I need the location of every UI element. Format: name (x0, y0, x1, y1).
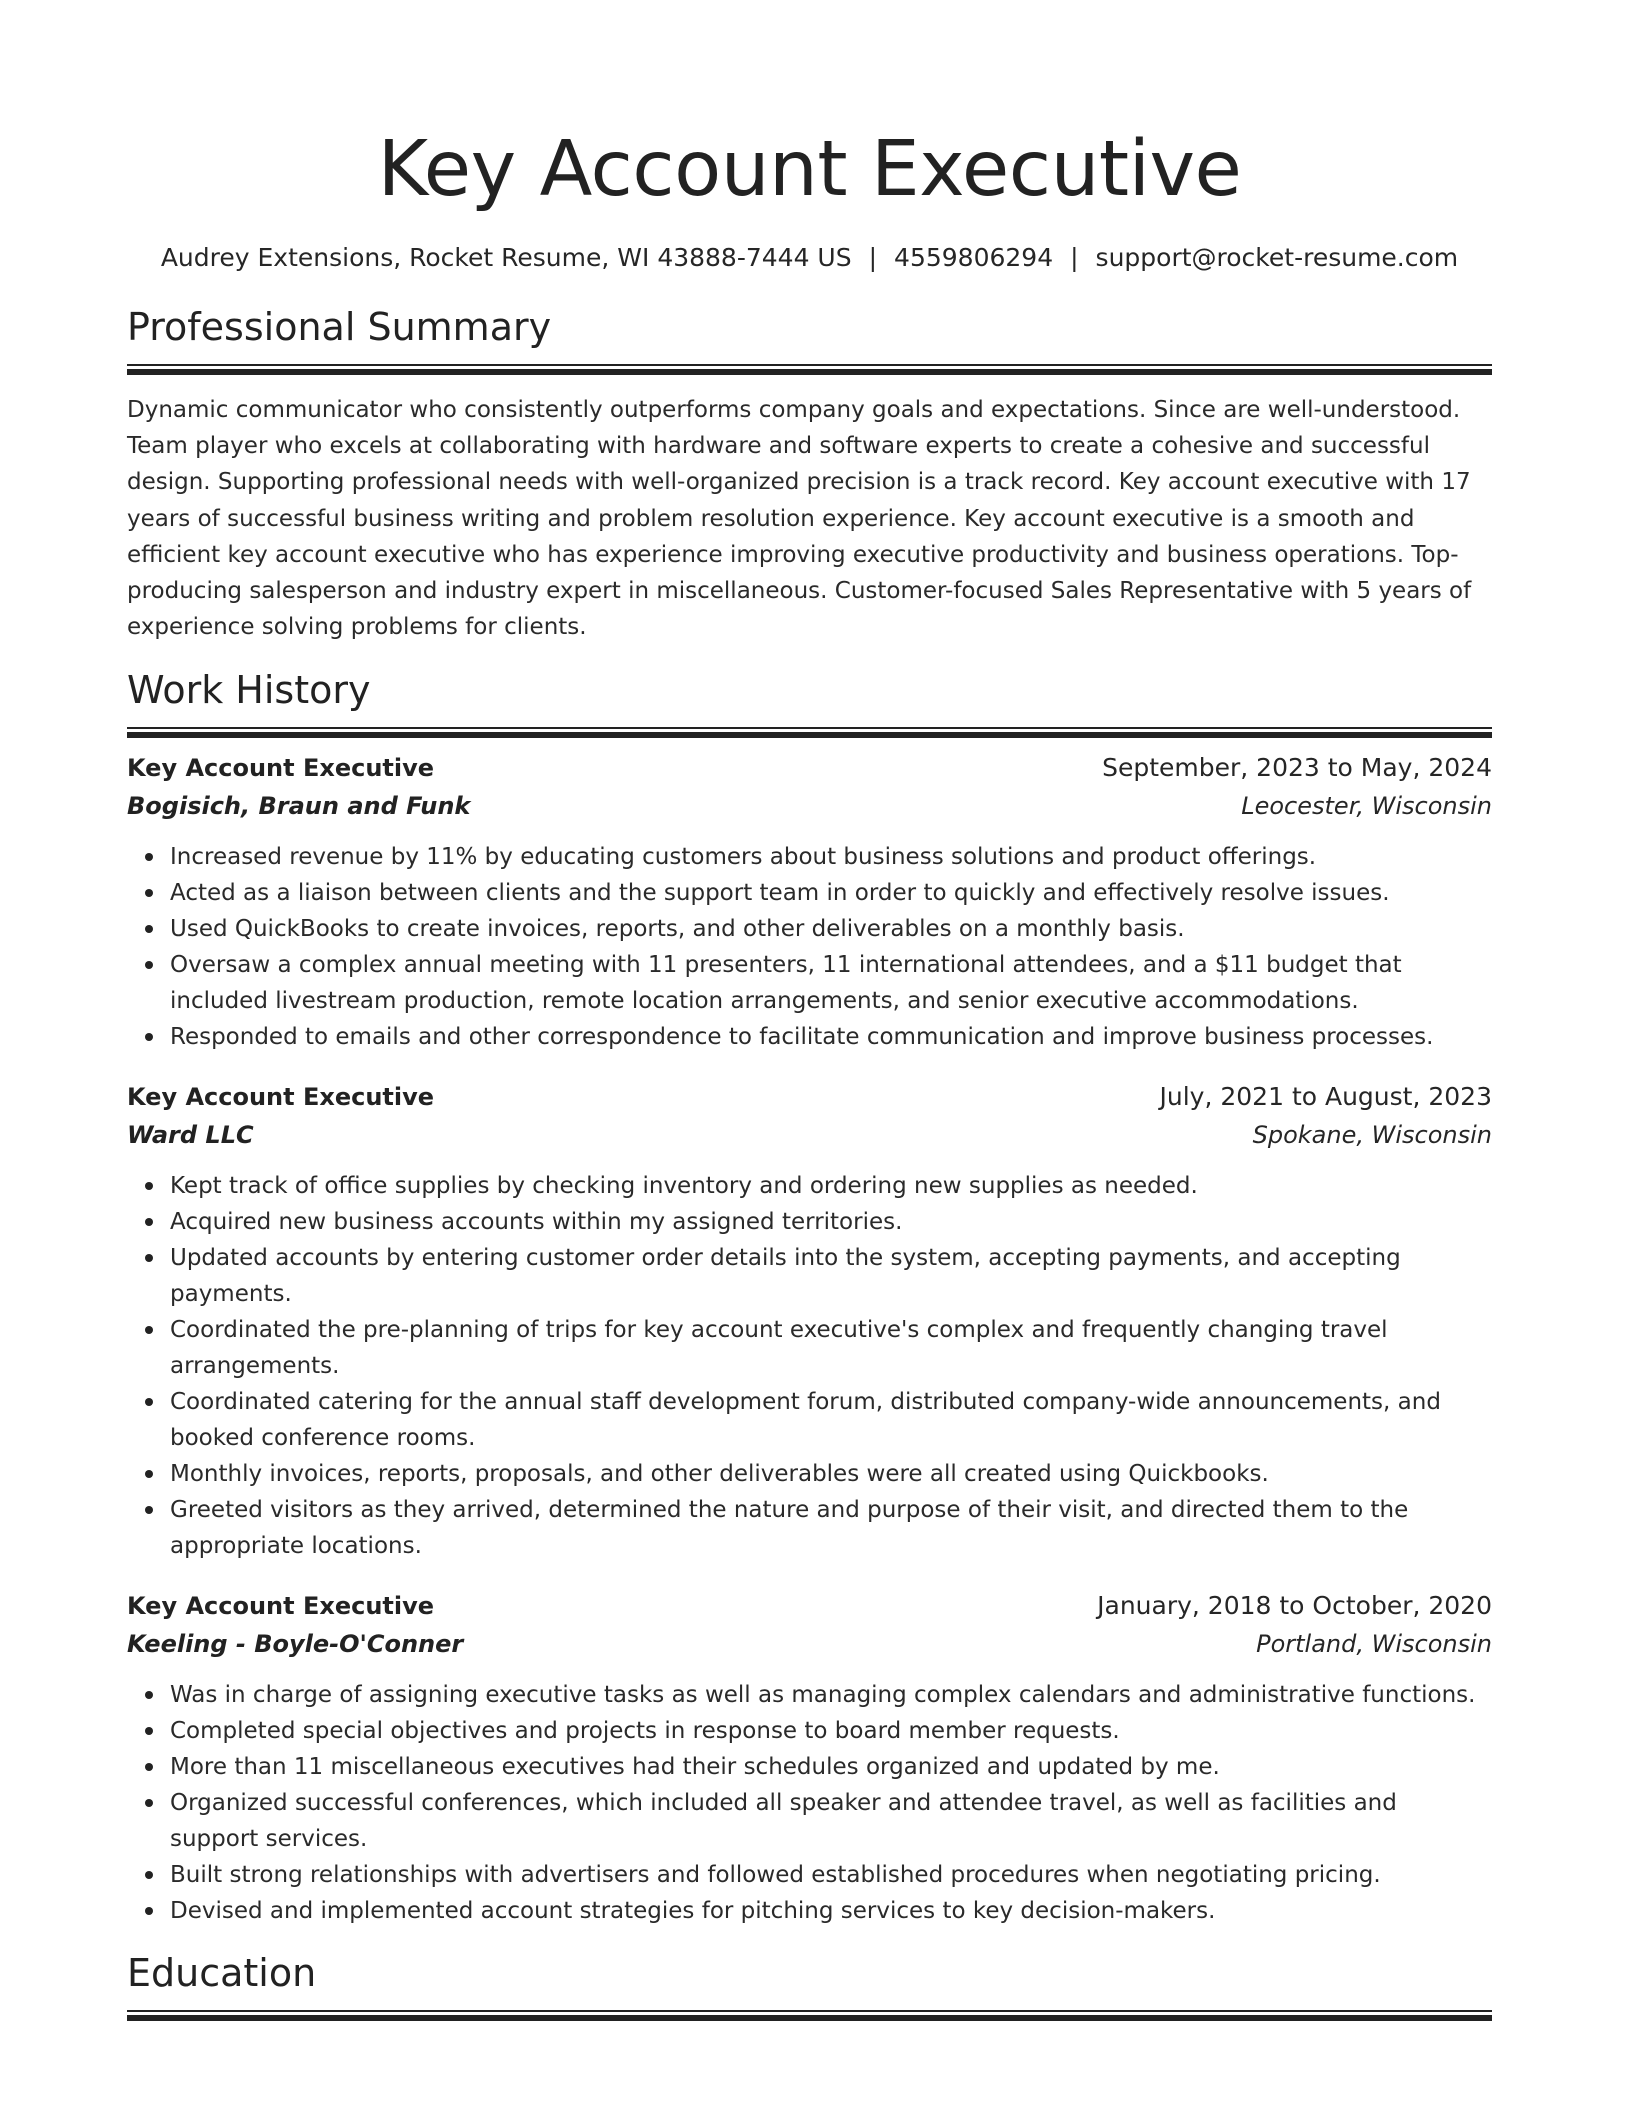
job-title: Key Account Executive (127, 1083, 435, 1112)
job-company: Ward LLC (127, 1121, 254, 1150)
job-entry (127, 1078, 1492, 1564)
contact-email: support@rocket-resume.com (1095, 243, 1459, 272)
contact-address: Audrey Extensions, Rocket Resume, WI 43888-7444 US (160, 243, 852, 272)
job-dates: January, 2018 to October, 2020 (1097, 1591, 1492, 1621)
job-title: Key Account Executive (127, 1592, 435, 1621)
job-bullet: More than 11 miscellaneous executives had their schedules organized and updated by me. (170, 1749, 1492, 1785)
job-bullet: Increased revenue by 11% by educating customers about business solutions and product offerings. (170, 839, 1492, 875)
job-company-row (127, 787, 1492, 825)
section-title-summary: Professional Summary (127, 305, 552, 349)
section-divider (127, 727, 1492, 738)
section-title-work-history: Work History (127, 668, 371, 713)
job-list (127, 749, 1492, 1929)
section-title-education: Education (127, 1951, 317, 1996)
job-location: Portland, Wisconsin (1256, 1630, 1492, 1659)
job-bullet: Built strong relationships with advertisers and followed established procedures when negotiating pricing. (170, 1857, 1492, 1893)
job-bullet-list (127, 839, 1492, 1055)
section-divider (127, 364, 1492, 375)
job-bullet: Devised and implemented account strategies for pitching services to key decision-makers. (170, 1893, 1492, 1929)
job-bullet: Organized successful conferences, which included all speaker and attendee travel, as well as facilities and support services. (170, 1785, 1492, 1857)
contact-separator: | (1070, 243, 1079, 272)
job-bullet: Completed special objectives and projects in response to board member requests. (170, 1713, 1492, 1749)
job-bullet: Coordinated the pre-planning of trips for key account executive's complex and frequently changing travel arrangements. (170, 1312, 1492, 1384)
job-dates: July, 2021 to August, 2023 (1159, 1082, 1492, 1112)
job-bullet-list (127, 1168, 1492, 1564)
job-bullet: Kept track of office supplies by checking inventory and ordering new supplies as needed. (170, 1168, 1492, 1204)
job-bullet: Used QuickBooks to create invoices, reports, and other deliverables on a monthly basis. (170, 911, 1492, 947)
education-section (127, 1949, 1492, 2021)
job-company: Keeling - Boyle-O'Conner (127, 1630, 464, 1659)
job-bullet: Acquired new business accounts within my assigned territories. (170, 1204, 1492, 1240)
job-header-row (127, 1078, 1492, 1116)
job-bullet: Responded to emails and other correspondence to facilitate communication and improve business processes. (170, 1019, 1492, 1055)
section-divider (127, 2010, 1492, 2021)
job-entry (127, 749, 1492, 1055)
job-bullet-list (127, 1677, 1492, 1929)
job-bullet: Monthly invoices, reports, proposals, and other deliverables were all created using Quickbooks. (170, 1456, 1492, 1492)
job-company-row (127, 1625, 1492, 1663)
job-bullet: Updated accounts by entering customer order details into the system, accepting payments, and accepting payments. (170, 1240, 1492, 1312)
resume-name: Key Account Executive (377, 125, 1242, 214)
job-bullet: Was in charge of assigning executive tasks as well as managing complex calendars and administrative functions. (170, 1677, 1492, 1713)
job-location: Spokane, Wisconsin (1252, 1121, 1492, 1150)
summary-text: Dynamic communicator who consistently outperforms company goals and expectations. Since are well-understood. Team player who excels at collaborating with hardware and software experts to create a cohesive and successful design. Supporting professional needs with well-organized precision is a track record. Key account executive with 17 years of successful business writing and problem resolution experience. Key account executive is a smooth and efficient key account executive who has experience improving executive productivity and business operations. Top-producing salesperson and industry expert in miscellaneous. Customer-focused Sales Representative with 5 years of experience solving problems for clients. (127, 397, 1472, 641)
job-bullet: Greeted visitors as they arrived, determined the nature and purpose of their visit, and directed them to the appropriate locations. (170, 1492, 1492, 1564)
job-bullet: Oversaw a complex annual meeting with 11 presenters, 11 international attendees, and a $11 budget that included livestream production, remote location arrangements, and senior executive accommodations. (170, 947, 1492, 1019)
professional-summary-section (127, 303, 1492, 645)
job-header-row (127, 1587, 1492, 1625)
job-header-row (127, 749, 1492, 787)
contact-line (127, 241, 1492, 275)
job-bullet: Acted as a liaison between clients and the support team in order to quickly and effectively resolve issues. (170, 875, 1492, 911)
job-location: Leocester, Wisconsin (1241, 792, 1492, 821)
job-title: Key Account Executive (127, 754, 435, 783)
resume-page (127, 0, 1492, 2038)
work-history-section (127, 666, 1492, 1929)
job-company-row (127, 1116, 1492, 1154)
contact-separator: | (868, 243, 878, 272)
job-entry (127, 1587, 1492, 1929)
contact-phone: 4559806294 (894, 243, 1054, 272)
job-dates: September, 2023 to May, 2024 (1102, 753, 1492, 783)
job-company: Bogisich, Braun and Funk (127, 792, 471, 821)
job-bullet: Coordinated catering for the annual staff development forum, distributed company-wide announcements, and booked conference rooms. (170, 1384, 1492, 1456)
